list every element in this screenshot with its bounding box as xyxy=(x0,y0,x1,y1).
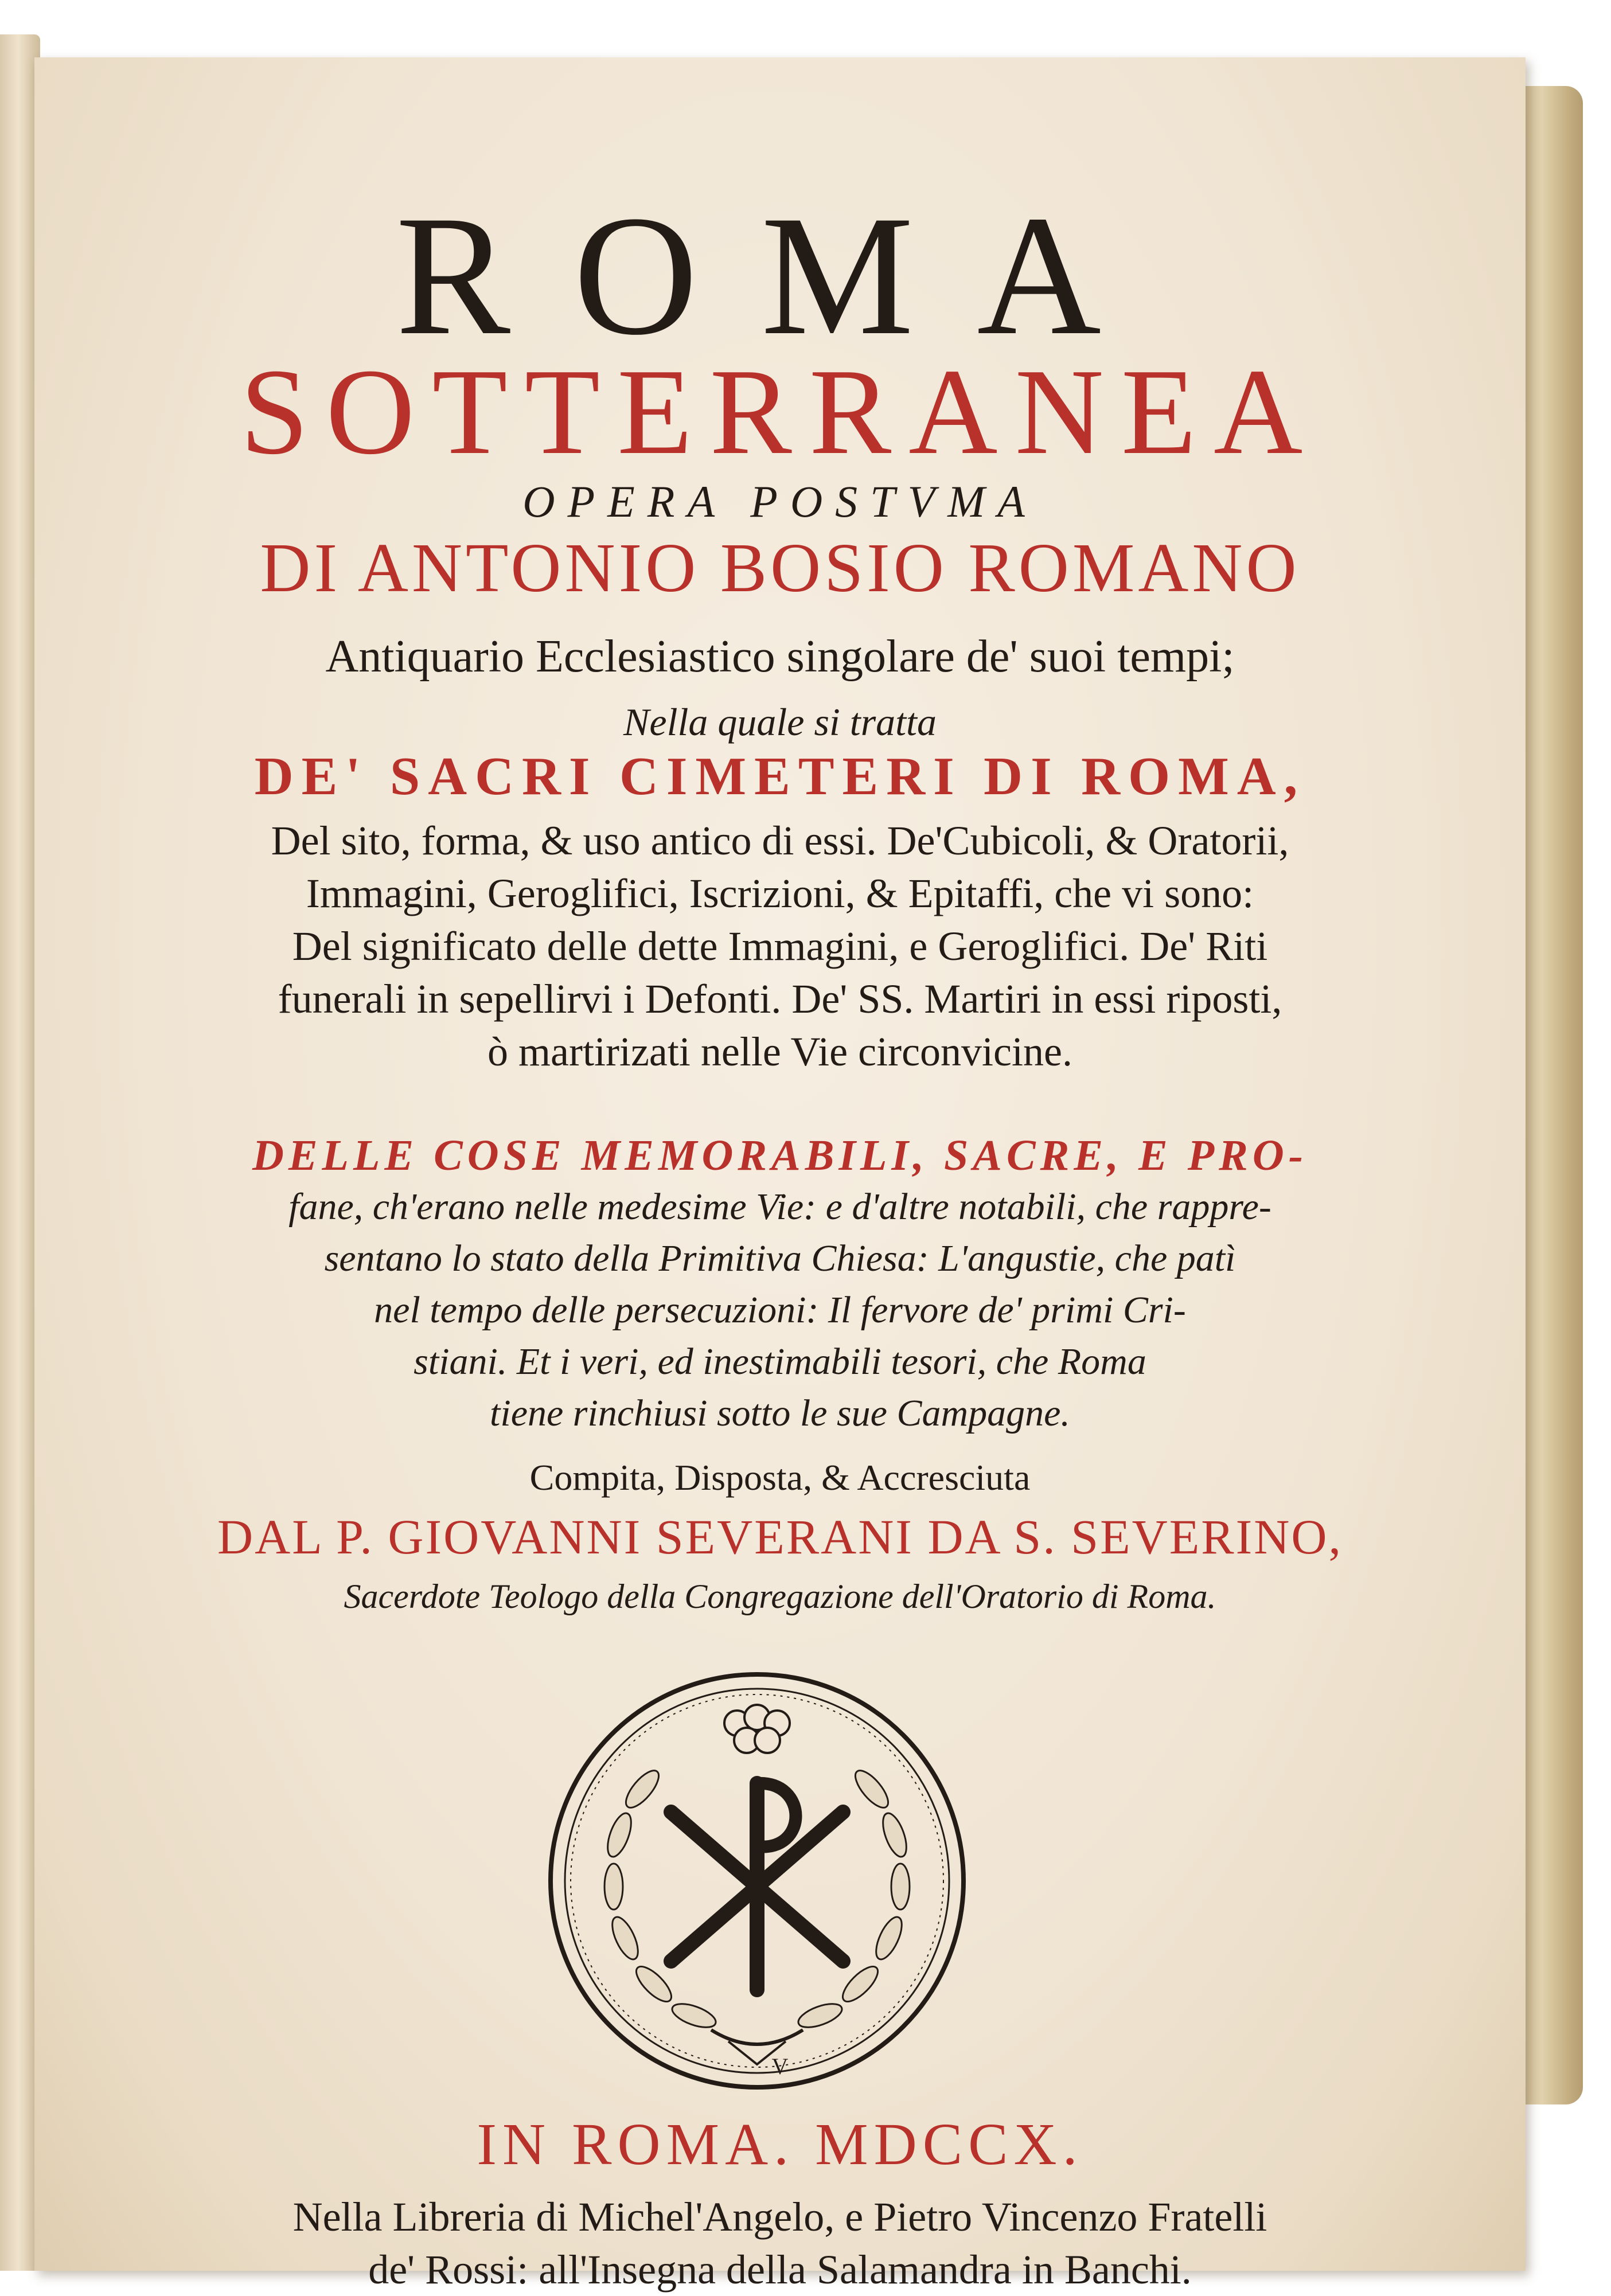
editor-line: DAL P. GIOVANNI SEVERANI DA S. SEVERINO, xyxy=(217,1509,1343,1564)
description-paragraph xyxy=(34,814,1526,1078)
imprint-line: Nella Libreria di Michel'Angelo, e Pietro Vincenzo Fratelli xyxy=(292,2194,1267,2240)
delle-cose-heading: DELLE COSE MEMORABILI, SACRE, E PRO- xyxy=(252,1131,1308,1180)
delle-line: sentano lo stato della Primitiva Chiesa: L'angustie, che patì xyxy=(324,1237,1236,1279)
nella-quale-line: Nella quale si tratta xyxy=(623,700,937,744)
compita-line: Compita, Disposta, & Accresciuta xyxy=(529,1457,1031,1498)
de-sacri-cimeteri-heading: DE' SACRI CIMETERI DI ROMA, xyxy=(254,747,1306,806)
delle-line: tiene rinchiusi sotto le sue Campagne. xyxy=(490,1392,1070,1434)
delle-cose-paragraph xyxy=(34,1130,1526,1439)
title-page xyxy=(34,57,1526,2293)
title-roma: ROMA xyxy=(395,180,1165,370)
emblem-caption: V xyxy=(771,2053,789,2079)
delle-line: nel tempo delle persecuzioni: Il fervore de' primi Cri- xyxy=(374,1289,1186,1331)
author-line: DI ANTONIO BOSIO ROMANO xyxy=(260,529,1300,607)
description-line: Immagini, Geroglifici, Iscrizioni, & Epitaffi, che vi sono: xyxy=(306,870,1254,916)
delle-line: stiani. Et i veri, ed inestimabili tesori, che Roma xyxy=(414,1341,1146,1383)
author-description: Antiquario Ecclesiastico singolare de' suoi tempi; xyxy=(325,631,1235,682)
delle-line: fane, ch'erano nelle medesime Vie: e d'altre notabili, che rappre- xyxy=(288,1186,1271,1228)
editor-description: Sacerdote Teologo della Congregazione dell'Oratorio di Roma. xyxy=(344,1577,1216,1615)
description-line: Del significato delle dette Immagini, e Geroglifici. De' Riti xyxy=(292,923,1268,969)
imprint-city-date: IN ROMA. MDCCX. xyxy=(477,2111,1083,2177)
description-line: ò martirizati nelle Vie circonvicine. xyxy=(487,1029,1072,1075)
imprint-publisher xyxy=(34,2190,1526,2296)
description-line: funerali in sepellirvi i Defonti. De' SS. Martiri in essi riposti, xyxy=(278,976,1282,1022)
subtitle-opera-postuma: OPERA POSTVMA xyxy=(522,477,1037,526)
chi-rho-wreath-icon xyxy=(539,1663,975,2099)
description-line: Del sito, forma, & uso antico di essi. De'Cubicoli, & Oratorii, xyxy=(271,818,1289,864)
imprint-line: de' Rossi: all'Insegna della Salamandra in Banchi. xyxy=(368,2247,1192,2293)
title-sotterranea: SOTTERRANEA xyxy=(240,343,1320,480)
